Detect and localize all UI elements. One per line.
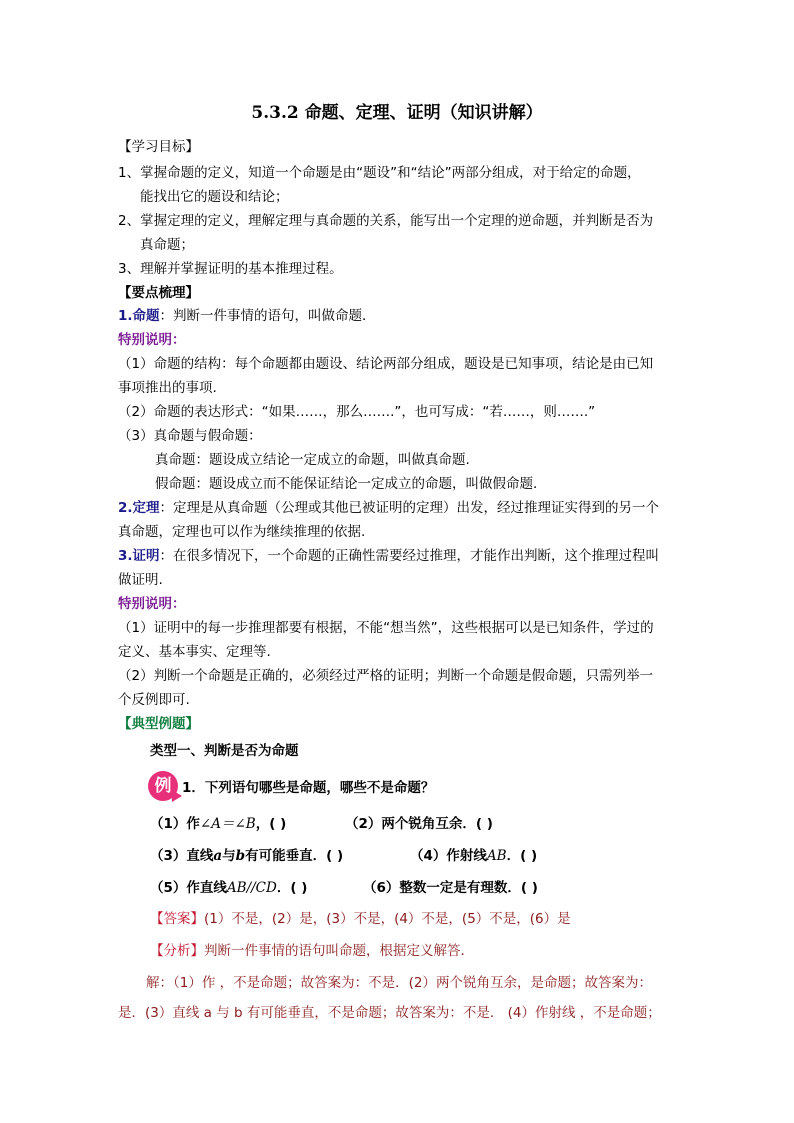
note2-1: （1）证明中的每一步推理都要有根据，不能“想当然”，这些根据可以是已知条件，学过的 [118,620,654,636]
solution-line-1: 解：（1）作 ，不是命题；故答案为：不是．(2）两个锐角互余，是命题；故答案为： [146,975,652,991]
analysis-label: 【分析】 [150,943,204,959]
note1-3: （3）真命题与假命题： [118,428,262,444]
solution-line-2: 是．(3）直线 a 与 b 有可能垂直，不是命题；故答案为：不是． (4）作射线 ，不是命题； [118,1005,661,1021]
def3-label: 3.证明 [118,548,160,564]
goal-3: 3、理解并掌握证明的基本推理过程。 [118,261,343,277]
note1-1: （1）命题的结构：每个命题都由题设、结论两部分组成，题设是已知事项，结论是由已知 [118,356,654,372]
note1-2: （2）命题的表达形式：“如果……，那么…….”，也可写成：“若……，则…….” [118,404,596,420]
answer-label: 【答案】 [150,911,204,927]
goal-1-cont: 能找出它的题设和结论； [140,189,289,205]
def2-cont: 真命题，定理也可以作为继续推理的依据. [118,524,366,540]
definition-proposition [118,307,376,325]
note2-1-cont: 定义、基本事实、定理等. [118,644,271,660]
analysis-text: 判断一件事情的语句叫命题，根据定义解答． [204,943,474,959]
key-points-heading: 【要点梳理】 [118,285,199,301]
def3-text: ：在很多情况下，一个命题的正确性需要经过推理，才能作出判断，这个推理过程叫 [159,548,660,564]
goal-1: 1、掌握命题的定义，知道一个命题是由“题设”和“结论”两部分组成，对于给定的命题， [118,165,641,181]
def2-label: 2.定理 [118,500,160,516]
note1-true: 真命题：题设成立结论一定成立的命题，叫做真命题. [155,452,470,468]
goal-2-cont: 真命题； [140,237,194,253]
type-1-heading: 类型一、判断是否为命题 [150,743,299,759]
note2-2: （2）判断一个命题是正确的，必须经过严格的证明；判断一个命题是假命题，只需列举一 [118,668,654,684]
item-1: （1）作∠A＝∠B，( ) [150,816,287,832]
answer-text: (1）不是，(2）是，(3）不是，(4）不是，(5）不是，(6）是 [204,911,571,927]
analysis [150,942,474,960]
definition-theorem [118,499,659,517]
def1-text: ：判断一件事情的语句，叫做命题． [159,308,376,324]
item-6: （6）整数一定是有理数．( ) [363,880,538,896]
def3-cont: 做证明. [118,572,163,588]
page-title: 5.3.2 命题、定理、证明（知识讲解） [251,103,543,123]
item-4: （4）作射线AB．( ) [410,848,538,864]
def2-text: ：定理是从真命题（公理或其他已被证明的定理）出发，经过推理证实得到的另一个 [159,500,660,516]
def1-label: 1.命题 [118,308,160,324]
question-1: 1．下列语句哪些是命题，哪些不是命题？ [182,780,435,796]
answer [150,910,571,928]
note1-1-cont: 事项推出的事项. [118,380,217,396]
goal-2: 2、掌握定理的定义，理解定理与真命题的关系，能写出一个定理的逆命题，并判断是否为 [118,213,654,229]
item-3: （3）直线a与b有可能垂直．( ) [150,848,344,864]
example-badge-tail [172,790,182,802]
example-badge: 例 [148,771,178,801]
item-5: （5）作直线AB//CD．( ) [150,880,308,896]
special-note-heading-2: 特别说明： [118,596,186,612]
definition-proof [118,547,659,565]
note1-false: 假命题：题设成立而不能保证结论一定成立的命题，叫做假命题. [155,476,538,492]
note2-2-cont: 个反例即可. [118,692,190,708]
special-note-heading-1: 特别说明： [118,332,186,348]
item-2: （2）两个锐角互余．( ) [345,816,493,832]
goals-heading: 【学习目标】 [118,139,199,155]
examples-heading: 【典型例题】 [118,716,199,732]
